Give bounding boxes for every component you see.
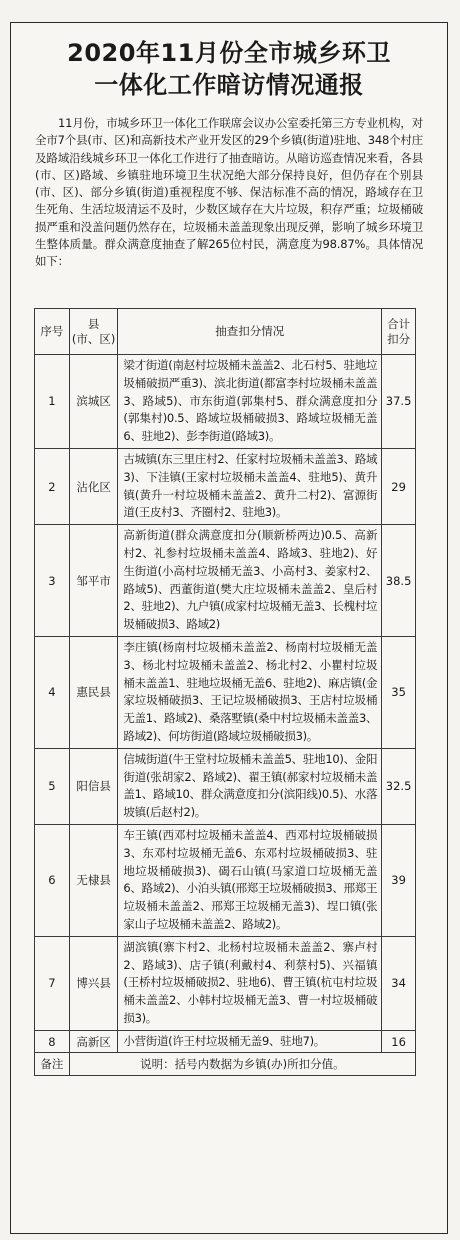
row-total: 29 — [382, 448, 416, 524]
row-total: 39 — [382, 824, 416, 936]
row-total: 35 — [382, 636, 416, 748]
row-detail: 小营街道(许王村垃圾桶无盖9、驻地7)。 — [118, 1030, 382, 1053]
row-total: 38.5 — [382, 525, 416, 637]
table-row — [35, 824, 416, 936]
header-total — [382, 309, 416, 355]
row-no: 6 — [35, 824, 70, 936]
remark-text: 说明：括号内数据为乡镇(办)所扣分值。 — [69, 1053, 415, 1076]
title-line-1: 2020年11月份全市城乡环卫 — [67, 39, 391, 67]
row-detail: 梁才街道(南赵村垃圾桶未盖盖2、北石村5、驻地垃圾桶破损严重3)、滨北街道(都富李村垃圾桶未盖盖3、路域5)、市东街道(郭集村5、群众满意度扣分(郭集村)0.5、路域垃圾桶破损3、路域垃圾桶无盖6、驻地2)、彭李街道(路域3)。 — [118, 355, 382, 449]
row-county: 博兴县 — [69, 936, 118, 1030]
row-no: 3 — [35, 525, 70, 637]
remark-row — [35, 1053, 416, 1076]
row-no: 4 — [35, 636, 70, 748]
row-no: 5 — [35, 748, 70, 824]
row-county: 高新区 — [69, 1030, 118, 1053]
row-county: 滨城区 — [69, 355, 118, 449]
row-no: 7 — [35, 936, 70, 1030]
header-county-label: 县 (市、区) — [71, 316, 116, 346]
remark-label: 备注 — [35, 1053, 70, 1076]
row-county: 邹平市 — [69, 525, 118, 637]
table-row — [35, 1030, 416, 1053]
row-total: 34 — [382, 936, 416, 1030]
row-detail: 湖滨镇(寨卞村2、北杨村垃圾桶未盖盖2、寨卢村2、路域3)、店子镇(利戴村4、利蔡村5)、兴福镇(王桥村垃圾桶破损2、驻地6)、曹王镇(杭屯村垃圾桶未盖盖2、小韩村垃圾桶无盖3、曹一村垃圾桶破损3)。 — [118, 936, 382, 1030]
score-table — [34, 308, 416, 1076]
row-no: 8 — [35, 1030, 70, 1053]
row-detail: 高新街道(群众满意度扣分(顺新桥两边)0.5、高新村2、礼参村垃圾桶未盖盖4、路域3、驻地2)、好生街道(小高村垃圾桶无盖3、小高村3、姜家村2、路域5)、西董街道(樊大庄垃圾桶未盖盖2、皇后村2、驻地2)、九户镇(成家村垃圾桶无盖3、长槐村垃圾桶破损3、路域2) — [118, 525, 382, 637]
row-county: 阳信县 — [69, 748, 118, 824]
title-line-2: 一体化工作暗访情况通报 — [94, 71, 364, 99]
header-total-label: 合计 扣分 — [387, 316, 411, 346]
row-no: 1 — [35, 355, 70, 449]
row-no: 2 — [35, 448, 70, 524]
row-detail: 信城街道(牛王堂村垃圾桶未盖盖5、驻地10)、金阳街道(张胡家2、路域2)、翟王镇(郝家村垃圾桶未盖盖1、路域10、群众满意度扣分(滨阳线)0.5)、水落坡镇(后赵村2)。 — [118, 748, 382, 824]
row-total: 32.5 — [382, 748, 416, 824]
row-detail: 李庄镇(杨南村垃圾桶未盖盖2、杨南村垃圾桶无盖3、杨北村垃圾桶未盖盖2、杨北村2、小瞿村垃圾桶未盖盖1、驻地垃圾桶无盖6、驻地2)、麻店镇(金家垃圾桶破损3、王记垃圾桶破损3、王店村垃圾桶无盖1、路域2)、桑落墅镇(桑中村垃圾桶未盖盖3、路域2)、何坊街道(路域垃圾桶破损3)。 — [118, 636, 382, 748]
row-county: 无棣县 — [69, 824, 118, 936]
header-no: 序号 — [35, 309, 70, 355]
table-row — [35, 525, 416, 637]
article-title — [11, 37, 447, 101]
header-county — [69, 309, 118, 355]
table-row — [35, 936, 416, 1030]
row-detail: 古城镇(东三里庄村2、任家村垃圾桶未盖盖3、路域3)、下洼镇(王家村垃圾桶未盖盖4、驻地5)、黄升镇(黄升一村垃圾桶未盖盖2、黄升二村2)、富源街道(王皮村3、齐圈村2、驻地3)。 — [118, 448, 382, 524]
row-county: 惠民县 — [69, 636, 118, 748]
table-row — [35, 748, 416, 824]
row-total: 37.5 — [382, 355, 416, 449]
table-header-row — [35, 309, 416, 355]
row-detail: 车王镇(西邓村垃圾桶未盖盖4、西邓村垃圾桶破损3、东邓村垃圾桶无盖6、东邓村垃圾桶破损3、驻地垃圾桶破损3)、碣石山镇(马家道口垃圾桶无盖6、路域2)、小泊头镇(邢郑王垃圾桶破损3、邢郑王垃圾桶未盖盖2、邢郑王垃圾桶无盖3)、埕口镇(张家山子垃圾桶未盖盖2、路域2)。 — [118, 824, 382, 936]
table-row — [35, 448, 416, 524]
row-county: 沾化区 — [69, 448, 118, 524]
table-row — [35, 636, 416, 748]
table-row — [35, 355, 416, 449]
row-total: 16 — [382, 1030, 416, 1053]
intro-paragraph: 11月份，市城乡环卫一体化工作联席会议办公室委托第三方专业机构，对全市7个县(市、区)和高新技术产业开发区的29个乡镇(街道)驻地、348个村庄及路域沿线城乡环卫一体化工作进行了抽查暗访。从暗访巡查情况来看，各县(市、区)路域、乡镇驻地环境卫生状况绝大部分保持良好，但仍存在个别县(市、区)、部分乡镇(街道)重视程度不够、保洁标准不高的情况，路域存在卫生死角、生活垃圾清运不及时，少数区域存在大片垃圾，积存严重；垃圾桶破损严重和没盖问题仍然存在，垃圾桶未盖盖现象出现反弹，影响了城乡环境卫生整体质量。群众满意度抽查了解265位村民，满意度为98.87%。具体情况如下： — [35, 116, 423, 269]
header-detail: 抽查扣分情况 — [118, 309, 382, 355]
